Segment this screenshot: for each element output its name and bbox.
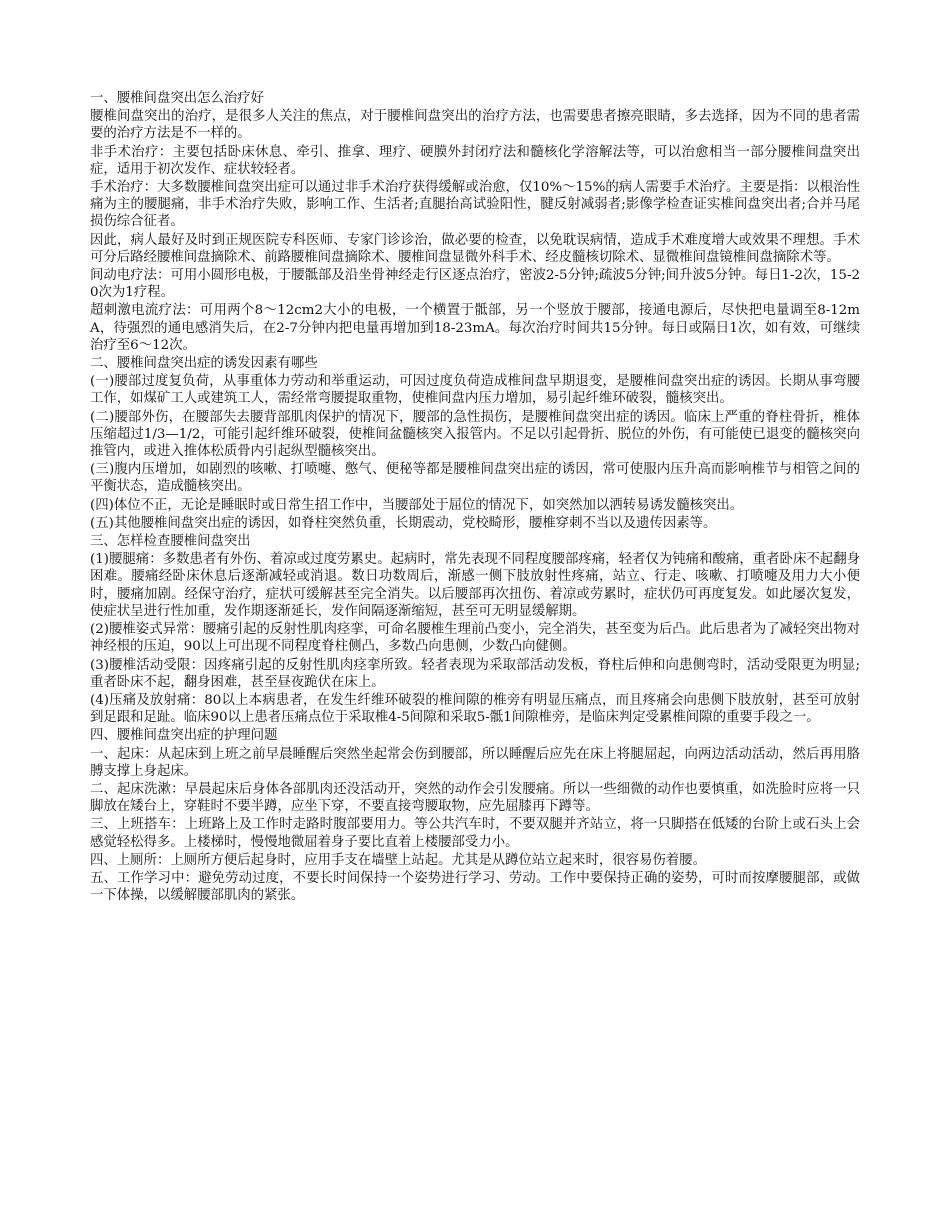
paragraph: 腰椎间盘突出的治疗，是很多人关注的焦点，对于腰椎间盘突出的治疗方法，也需要患者擦亮眼睛，多去选择，因为不同的患者需要的治疗方法是不一样的。 [90, 109, 860, 142]
paragraph: 非手术治疗：主要包括卧床休息、牵引、推拿、理疗、硬膜外封闭疗法和髓核化学溶解法等，可以治愈相当一部分腰椎间盘突出症，适用于初次发作、症状较轻者。 [90, 144, 860, 177]
section-heading-causes: 二、腰椎间盘突出症的诱发因素有哪些 [90, 356, 318, 372]
paragraph: 一、起床：从起床到上班之前早晨睡醒后突然坐起常会伤到腰部，所以睡醒后应先在床上将腿屈起，向两边活动活动，然后再用胳膊支撑上身起床。 [90, 746, 860, 779]
section-heading-care: 四、腰椎间盘突出症的护理问题 [90, 728, 278, 744]
document-body [90, 90, 860, 905]
paragraph: 手术治疗：大多数腰椎间盘突出症可以通过非手术治疗获得缓解或治愈，仅10%～15%的病人需要手术治疗。主要是指：以根治性痛为主的腰腿痛，非手术治疗失败，影响工作、生活者;直腿抬高试验阳性，腱反射减弱者;影像学检查证实椎间盘突出者;合并马尾损伤综合征者。 [90, 180, 860, 230]
paragraph: (三)腹内压增加，如剧烈的咳嗽、打喷嚏、憋气、便秘等都是腰椎间盘突出症的诱因，常可使服内压升高而影响椎节与相管之间的平衡状态，造成髓核突出。 [90, 462, 860, 495]
paragraph: (四)体位不正，无论是睡眠时或日常生招工作中，当腰部处于屈位的情况下，如突然加以洒转易诱发髓核突出。 [90, 497, 744, 513]
paragraph: (4)压痛及放射痛：80以上本病患者，在发生纤维环破裂的椎间隙的椎旁有明显压痛点，而且疼痛会向患侧下肢放射，甚至可放射到足跟和足趾。临床90以上患者压痛点位于采取椎4-5间隙和采取5-骶1间隙椎旁，是临床判定受累椎间隙的重要手段之一。 [90, 692, 860, 726]
paragraph: (3)腰椎活动受限：因疼痛引起的反射性肌肉痉挛所致。轻者表现为采取部活动发板，脊柱后伸和向患侧弯时，活动受限更为明显;重者卧床不起，翻身困难，甚至昼夜跪伏在床上。 [90, 657, 860, 690]
section-heading-examination: 三、怎样检查腰椎间盘突出 [90, 534, 251, 550]
paragraph: 超刺激电流疗法：可用两个8～12cm2大小的电极，一个横置于骶部，另一个竖放于腰部，接通电源后，尽快把电量调至8-12mA，待强烈的通电感消失后，在2-7分钟内把电量再增加到18-23mA。每次治疗时间共15分钟。每日或隔日1次，如有效，可继续治疗至6～12次。 [90, 303, 860, 353]
paragraph: (一)腰部过度复负荷，从事重体力劳动和举重运动，可因过度负荷造成椎间盘早期退变，是腰椎间盘突出症的诱因。长期从事弯腰工作，如煤矿工人或建筑工人，需经常弯腰提取重物，使椎间盘内压力增加，易引起纤维环破裂，髓核突出。 [90, 374, 860, 407]
paragraph: 三、上班搭车：上班路上及工作时走路时腹部要用力。等公共汽车时，不要双腿并齐站立，将一只脚搭在低矮的台阶上或石头上会感觉轻松得多。上楼梯时，慢慢地微屈着身子要比直着上楼腰部受力小。 [90, 817, 860, 850]
paragraph: 间动电疗法：可用小圆形电极，于腰骶部及沿坐骨神经走行区逐点治疗，密波2-5分钟;疏波5分钟;间升波5分钟。每日1-2次，15-20次为1疗程。 [90, 268, 860, 301]
paragraph: (五)其他腰椎间盘突出症的诱因，如脊柱突然负重，长期震动，党校畸形，腰椎穿刺不当以及遗传因素等。 [90, 515, 717, 531]
section-heading-treatment: 一、腰椎间盘突出怎么治疗好 [90, 91, 265, 106]
paragraph: 因此，病人最好及时到正规医院专科医师、专家门诊诊治，做必要的检查，以免耽误病情，造成手术难度增大或效果不理想。手术可分后路经腰椎间盘摘除术、前路腰椎间盘摘除术、腰椎间盘显微外科手术、经皮髓核切除术、显微椎间盘镜椎间盘摘除术等。 [90, 232, 860, 265]
paragraph: 四、上厕所：上厕所方便后起身时，应用手支在墙壁上站起。尤其是从蹲位站立起来时，很容易伤着腰。 [90, 852, 706, 868]
paragraph: 五、工作学习中：避免劳动过度，不要长时间保持一个姿势进行学习、劳动。工作中要保持正确的姿势，可时而按摩腰腿部，或做一下体操，以缓解腰部肌肉的紧张。 [90, 870, 860, 904]
paragraph: 二、起床洗漱：早晨起床后身体各部肌肉还没活动开，突然的动作会引发腰痛。所以一些细微的动作也要慎重，如洗脸时应将一只脚放在矮台上，穿鞋时不要半蹲，应坐下穿，不要直接弯腰取物，应先屈膝再下蹲等。 [90, 781, 860, 815]
paragraph: (二)腰部外伤，在腰部失去腰背部肌肉保护的情况下，腰部的急性损伤，是腰椎间盘突出症的诱因。临床上严重的脊柱骨折，椎体压缩超过1/3—1/2，可能引起纤维环破裂，使椎间盆髓核突入报管内。不足以引起骨折、脱位的外伤，有可能使已退变的髓核突向推管内，或进入推体松质骨内引起纵型髓核突出。 [90, 409, 860, 460]
paragraph: (1)腰腿痛：多数患者有外伤、着凉或过度劳累史。起病时，常先表现不同程度腰部疼痛，轻者仅为钝痛和酸痛，重者卧床不起翻身困难。腰痛经卧床休息后逐渐减轻或消退。数日功数周后，渐感一侧下肢放射性疼痛，站立、行走、咳嗽、打喷嚏及用力大小便时，腰痛加剧。经保守治疗，症状可缓解甚至完全消失。以后腰部再次扭伤、着凉或劳累时，症状仍可再度复发。如此屡次复发，使症状呈进行性加重，发作期逐渐延长，发作间隔逐渐缩短，甚至可无明显缓解期。 [90, 552, 860, 619]
paragraph: (2)腰椎姿式异常：腰痛引起的反射性肌肉痉挛，可命名腰椎生理前凸变小，完全消失，甚至变为后凸。此后患者为了减轻突出物对神经根的压迫，90以上可出现不同程度脊柱侧凸，多数凸向患侧，少数凸向健侧。 [90, 622, 860, 655]
